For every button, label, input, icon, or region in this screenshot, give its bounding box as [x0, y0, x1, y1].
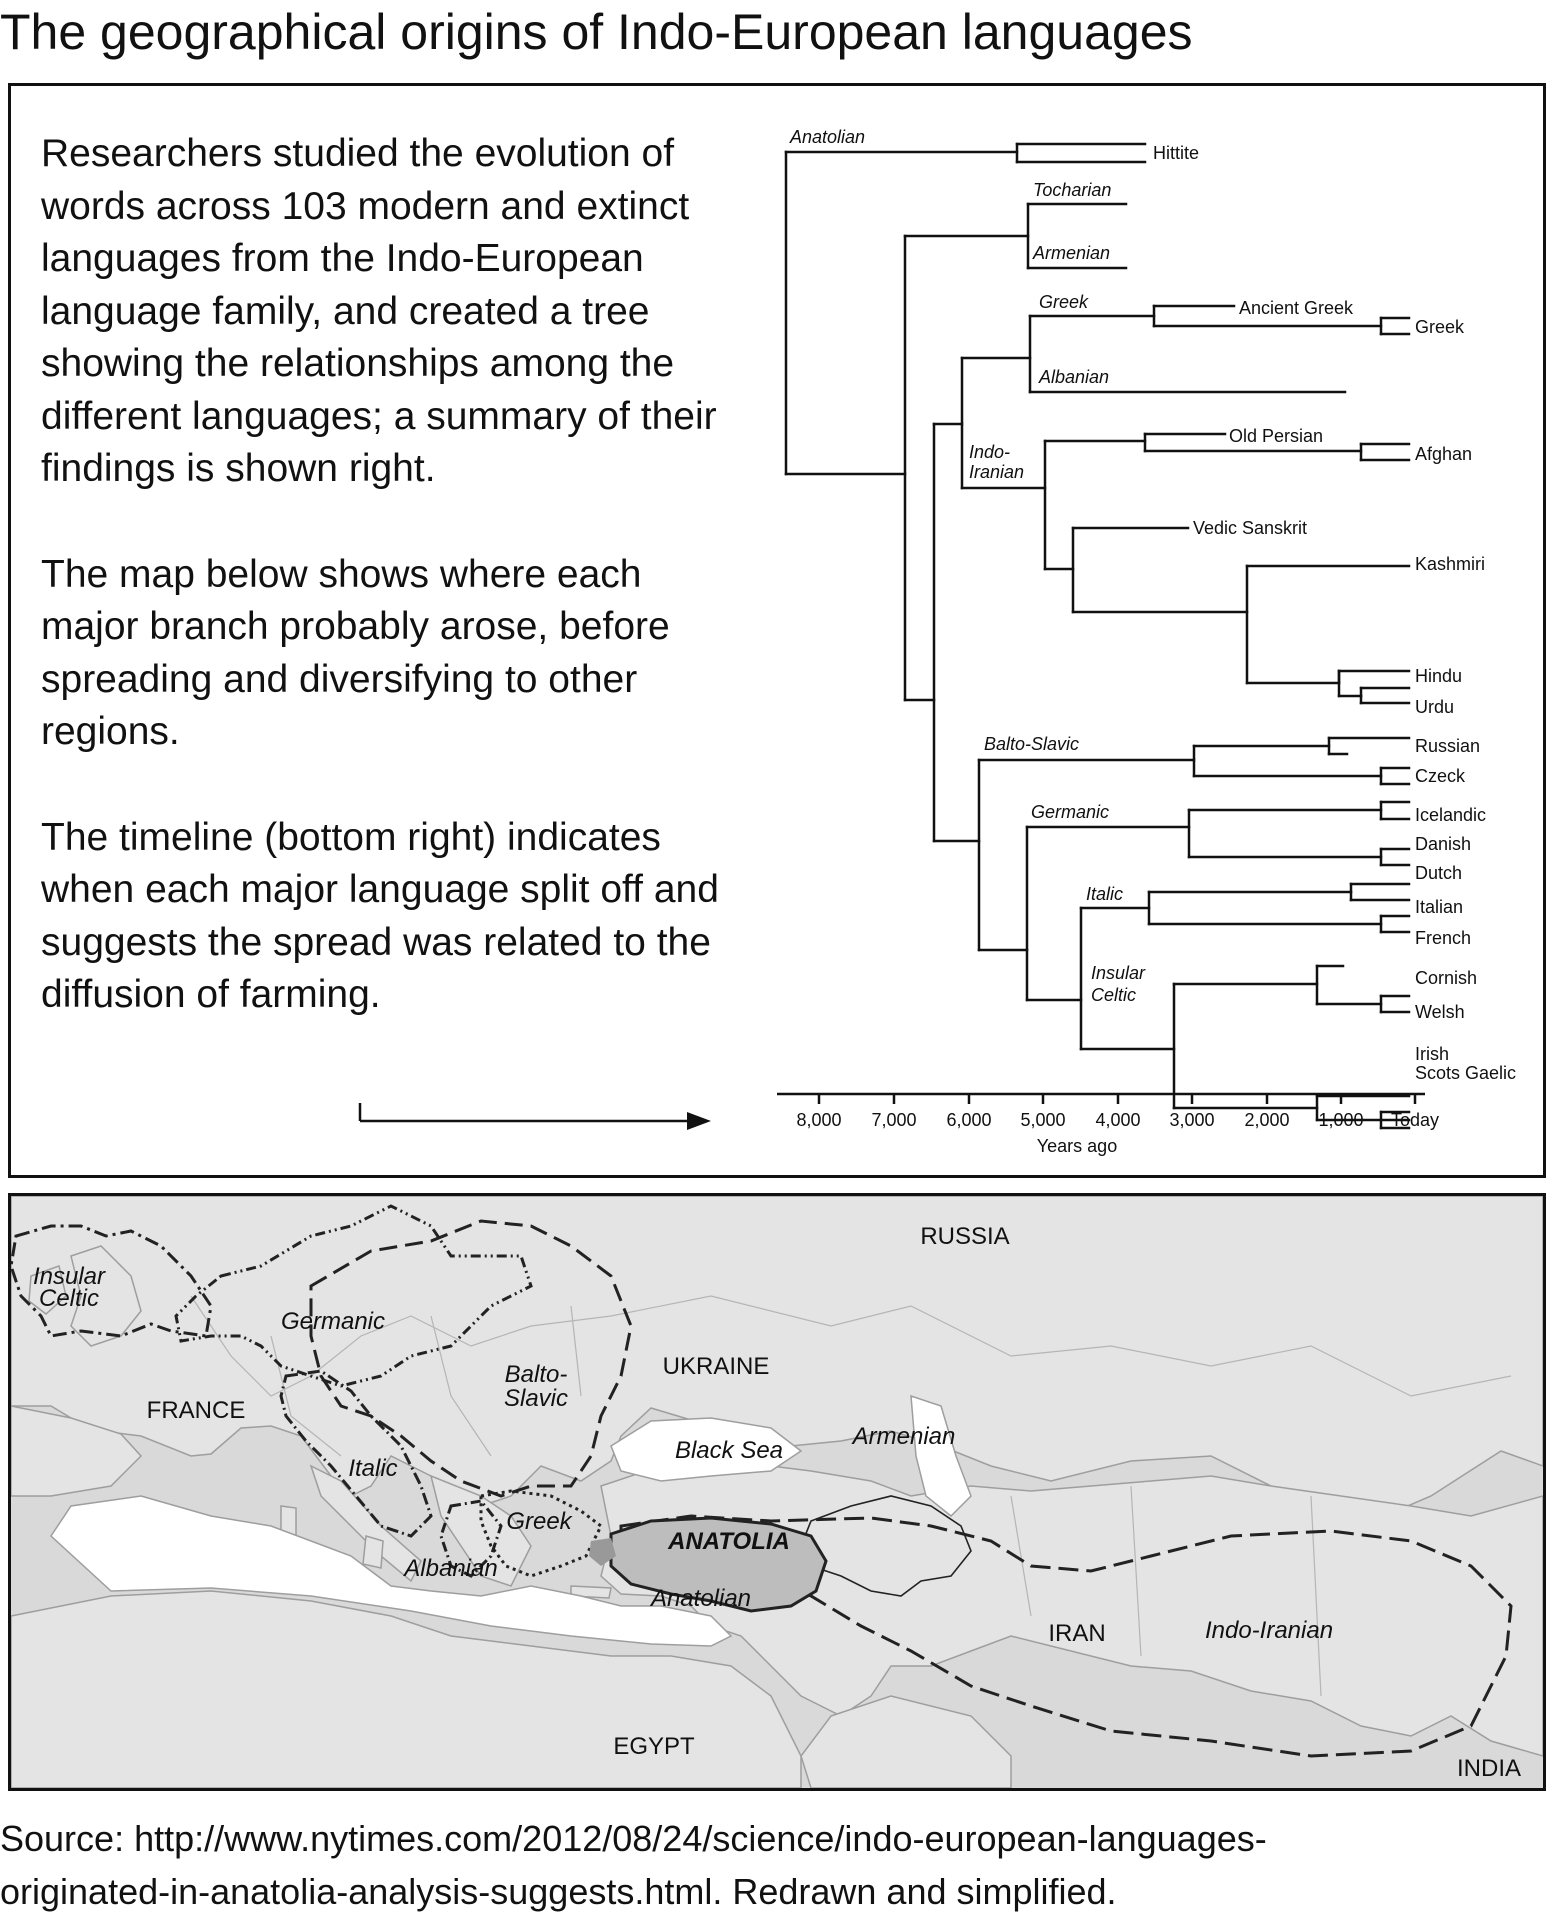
sea-label: Black Sea	[674, 1437, 784, 1464]
branch-label: Anatolian	[650, 1585, 752, 1612]
description-paragraph: Researchers studied the evolution of words across 103 modern and extinct languages from the Indo-European language family, and created a tree showing the relationships among the different languages; a summary of their findings is shown right.	[41, 132, 717, 490]
language-label: Icelandic	[1415, 805, 1487, 825]
branch-label: Iranian	[969, 462, 1025, 482]
language-label: Urdu	[1415, 697, 1455, 717]
branch-label: Germanic	[1031, 802, 1110, 822]
language-label: Russian	[1415, 736, 1481, 756]
country-label: EGYPT	[613, 1733, 695, 1760]
country-label: IRAN	[1048, 1620, 1106, 1647]
country-label: UKRAINE	[662, 1353, 770, 1380]
tick-label: 1,000	[1318, 1110, 1364, 1130]
country-label: INDIA	[1456, 1755, 1522, 1782]
land	[11, 1196, 1543, 1788]
language-label: Vedic Sanskrit	[1193, 518, 1308, 538]
branch-label: Greek	[1039, 292, 1089, 312]
branch-label: Anatolian	[790, 127, 866, 147]
language-label: Hindu	[1415, 666, 1463, 686]
language-label: Irish	[1415, 1044, 1450, 1064]
tick-label: 3,000	[1169, 1110, 1215, 1130]
branch-label: Tocharian	[1033, 180, 1112, 200]
branch-label: Slavic	[503, 1385, 569, 1412]
language-label: Old Persian	[1229, 426, 1324, 446]
country-label: RUSSIA	[920, 1223, 1010, 1250]
language-label: Cornish	[1415, 968, 1478, 988]
language-label: Welsh	[1415, 1002, 1465, 1022]
anatolia-label: ANATOLIA	[668, 1528, 790, 1555]
description-paragraph: The timeline (bottom right) indicates when each major language split off and suggests the spread was related to the diffusion of farming.	[41, 815, 719, 1016]
branch-label: Italic	[1086, 884, 1124, 904]
language-label: Kashmiri	[1415, 554, 1486, 574]
axis-tick-labels	[796, 1110, 1439, 1156]
language-label: Greek	[1415, 317, 1465, 337]
branch-label: Celtic	[38, 1285, 100, 1312]
source-citation	[0, 1812, 1267, 1918]
branch-labels	[789, 127, 1146, 1005]
branch-label: Insular	[32, 1263, 106, 1290]
tick-label: 2,000	[1244, 1110, 1290, 1130]
tree-panel	[8, 83, 1546, 1178]
tick-label: 5,000	[1020, 1110, 1066, 1130]
branch-label: Indo-Iranian	[1204, 1617, 1334, 1644]
timeline-arrow	[360, 1103, 691, 1121]
branch-label: Armenian	[852, 1423, 956, 1450]
language-label: Czeck	[1415, 766, 1466, 786]
axis-label: Years ago	[1036, 1136, 1118, 1156]
tick-label: 7,000	[871, 1110, 917, 1130]
language-label: Dutch	[1415, 863, 1463, 883]
branch-label: Balto-	[504, 1361, 568, 1388]
language-tree	[11, 86, 1543, 1175]
branch-label: Insular	[1091, 963, 1146, 983]
language-map	[11, 1196, 1543, 1788]
source-line: originated-in-anatolia-analysis-suggests.html. Redrawn and simplified.	[0, 1871, 1117, 1912]
tick-label: Today	[1390, 1110, 1440, 1130]
branch-label: Italic	[348, 1455, 398, 1482]
country-label: FRANCE	[146, 1397, 246, 1424]
branch-label: Greek	[506, 1508, 572, 1535]
tick-label: 6,000	[946, 1110, 992, 1130]
branch-label: Germanic	[280, 1308, 386, 1335]
arrow-head	[687, 1112, 711, 1130]
language-label: Scots Gaelic	[1415, 1063, 1517, 1083]
page-title: The geographical origins of Indo-European languages	[0, 4, 1193, 60]
language-label: Italian	[1415, 897, 1464, 917]
language-label: Afghan	[1415, 444, 1473, 464]
branch-label: Albanian	[404, 1555, 498, 1582]
tick-label: 4,000	[1095, 1110, 1141, 1130]
language-label: Danish	[1415, 834, 1472, 854]
map-panel	[8, 1193, 1546, 1791]
branch-label: Albanian	[1039, 367, 1110, 387]
language-label: French	[1415, 928, 1472, 948]
branch-label: Celtic	[1091, 985, 1137, 1005]
tick-label: 8,000	[796, 1110, 842, 1130]
language-label: Ancient Greek	[1239, 298, 1354, 318]
language-label: Hittite	[1153, 143, 1200, 163]
branch-label: Armenian	[1033, 243, 1111, 263]
branch-label: Balto-Slavic	[984, 734, 1080, 754]
description-paragraph: The map below shows where each major branch probably arose, before spreading and diversifying to other regions.	[41, 552, 670, 753]
source-line: Source: http://www.nytimes.com/2012/08/24/science/indo-european-languages-	[0, 1818, 1267, 1859]
branch-label: Indo-	[969, 442, 1011, 462]
